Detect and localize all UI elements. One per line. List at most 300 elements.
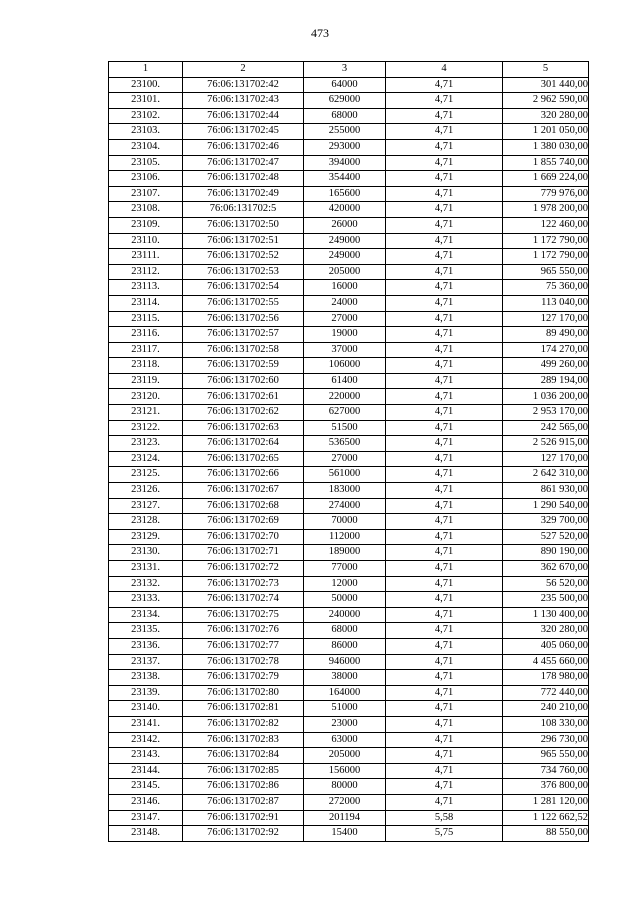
amount-cell: 320 280,00 bbox=[503, 108, 589, 124]
amount-cell: 1 201 050,00 bbox=[503, 124, 589, 140]
area-cell: 205000 bbox=[304, 264, 386, 280]
area-cell: 70000 bbox=[304, 514, 386, 530]
amount-cell: 376 800,00 bbox=[503, 779, 589, 795]
cadastral-number-cell: 76:06:131702:79 bbox=[183, 670, 304, 686]
row-number-cell: 23137. bbox=[109, 654, 183, 670]
rate-cell: 4,71 bbox=[386, 561, 503, 577]
amount-cell: 88 550,00 bbox=[503, 826, 589, 842]
row-number-cell: 23105. bbox=[109, 155, 183, 171]
cadastral-number-cell: 76:06:131702:91 bbox=[183, 810, 304, 826]
table-row bbox=[109, 280, 589, 296]
area-cell: 19000 bbox=[304, 327, 386, 343]
rate-cell: 4,71 bbox=[386, 405, 503, 421]
rate-cell: 4,71 bbox=[386, 451, 503, 467]
rate-cell: 4,71 bbox=[386, 654, 503, 670]
table-row bbox=[109, 373, 589, 389]
row-number-cell: 23140. bbox=[109, 701, 183, 717]
row-number-cell: 23107. bbox=[109, 186, 183, 202]
column-header: 2 bbox=[183, 62, 304, 78]
table-row bbox=[109, 514, 589, 530]
data-table bbox=[108, 61, 589, 842]
rate-cell: 4,71 bbox=[386, 592, 503, 608]
table-row bbox=[109, 763, 589, 779]
cadastral-number-cell: 76:06:131702:84 bbox=[183, 748, 304, 764]
row-number-cell: 23100. bbox=[109, 77, 183, 93]
table-row bbox=[109, 810, 589, 826]
rate-cell: 4,71 bbox=[386, 389, 503, 405]
cadastral-number-cell: 76:06:131702:49 bbox=[183, 186, 304, 202]
table-row bbox=[109, 295, 589, 311]
cadastral-number-cell: 76:06:131702:77 bbox=[183, 638, 304, 654]
rate-cell: 4,71 bbox=[386, 327, 503, 343]
table-row bbox=[109, 592, 589, 608]
amount-cell: 2 962 590,00 bbox=[503, 93, 589, 109]
amount-cell: 2 953 170,00 bbox=[503, 405, 589, 421]
cadastral-number-cell: 76:06:131702:83 bbox=[183, 732, 304, 748]
cadastral-number-cell: 76:06:131702:56 bbox=[183, 311, 304, 327]
cadastral-number-cell: 76:06:131702:42 bbox=[183, 77, 304, 93]
cadastral-number-cell: 76:06:131702:71 bbox=[183, 545, 304, 561]
table-row bbox=[109, 451, 589, 467]
row-number-cell: 23102. bbox=[109, 108, 183, 124]
row-number-cell: 23113. bbox=[109, 280, 183, 296]
amount-cell: 779 976,00 bbox=[503, 186, 589, 202]
cadastral-number-cell: 76:06:131702:57 bbox=[183, 327, 304, 343]
row-number-cell: 23115. bbox=[109, 311, 183, 327]
rate-cell: 4,71 bbox=[386, 732, 503, 748]
amount-cell: 320 280,00 bbox=[503, 623, 589, 639]
row-number-cell: 23126. bbox=[109, 483, 183, 499]
rate-cell: 4,71 bbox=[386, 436, 503, 452]
amount-cell: 75 360,00 bbox=[503, 280, 589, 296]
row-number-cell: 23108. bbox=[109, 202, 183, 218]
table-row bbox=[109, 77, 589, 93]
amount-cell: 1 380 030,00 bbox=[503, 139, 589, 155]
column-header: 5 bbox=[503, 62, 589, 78]
area-cell: 627000 bbox=[304, 405, 386, 421]
row-number-cell: 23136. bbox=[109, 638, 183, 654]
cadastral-number-cell: 76:06:131702:63 bbox=[183, 420, 304, 436]
amount-cell: 772 440,00 bbox=[503, 685, 589, 701]
cadastral-number-cell: 76:06:131702:51 bbox=[183, 233, 304, 249]
area-cell: 536500 bbox=[304, 436, 386, 452]
table-row bbox=[109, 233, 589, 249]
row-number-cell: 23147. bbox=[109, 810, 183, 826]
table-row bbox=[109, 249, 589, 265]
rate-cell: 4,71 bbox=[386, 186, 503, 202]
row-number-cell: 23106. bbox=[109, 171, 183, 187]
table-row bbox=[109, 623, 589, 639]
table-row bbox=[109, 139, 589, 155]
area-cell: 201194 bbox=[304, 810, 386, 826]
amount-cell: 1 978 200,00 bbox=[503, 202, 589, 218]
row-number-cell: 23142. bbox=[109, 732, 183, 748]
area-cell: 68000 bbox=[304, 623, 386, 639]
rate-cell: 4,71 bbox=[386, 295, 503, 311]
area-cell: 77000 bbox=[304, 561, 386, 577]
area-cell: 249000 bbox=[304, 249, 386, 265]
amount-cell: 1 290 540,00 bbox=[503, 498, 589, 514]
amount-cell: 1 036 200,00 bbox=[503, 389, 589, 405]
area-cell: 106000 bbox=[304, 358, 386, 374]
table-body bbox=[109, 77, 589, 841]
table-row bbox=[109, 202, 589, 218]
row-number-cell: 23120. bbox=[109, 389, 183, 405]
rate-cell: 4,71 bbox=[386, 233, 503, 249]
amount-cell: 4 455 660,00 bbox=[503, 654, 589, 670]
row-number-cell: 23114. bbox=[109, 295, 183, 311]
row-number-cell: 23148. bbox=[109, 826, 183, 842]
cadastral-number-cell: 76:06:131702:54 bbox=[183, 280, 304, 296]
rate-cell: 4,71 bbox=[386, 545, 503, 561]
row-number-cell: 23131. bbox=[109, 561, 183, 577]
area-cell: 272000 bbox=[304, 794, 386, 810]
cadastral-number-cell: 76:06:131702:92 bbox=[183, 826, 304, 842]
area-cell: 946000 bbox=[304, 654, 386, 670]
cadastral-number-cell: 76:06:131702:68 bbox=[183, 498, 304, 514]
amount-cell: 1 130 400,00 bbox=[503, 607, 589, 623]
table-row bbox=[109, 732, 589, 748]
table-row bbox=[109, 420, 589, 436]
amount-cell: 127 170,00 bbox=[503, 451, 589, 467]
amount-cell: 527 520,00 bbox=[503, 529, 589, 545]
row-number-cell: 23129. bbox=[109, 529, 183, 545]
area-cell: 183000 bbox=[304, 483, 386, 499]
row-number-cell: 23132. bbox=[109, 576, 183, 592]
table-row bbox=[109, 670, 589, 686]
table-row bbox=[109, 716, 589, 732]
amount-cell: 240 210,00 bbox=[503, 701, 589, 717]
table-row bbox=[109, 171, 589, 187]
cadastral-number-cell: 76:06:131702:75 bbox=[183, 607, 304, 623]
area-cell: 51000 bbox=[304, 701, 386, 717]
row-number-cell: 23143. bbox=[109, 748, 183, 764]
cadastral-number-cell: 76:06:131702:74 bbox=[183, 592, 304, 608]
area-cell: 561000 bbox=[304, 467, 386, 483]
area-cell: 220000 bbox=[304, 389, 386, 405]
cadastral-number-cell: 76:06:131702:69 bbox=[183, 514, 304, 530]
rate-cell: 4,71 bbox=[386, 249, 503, 265]
area-cell: 24000 bbox=[304, 295, 386, 311]
row-number-cell: 23146. bbox=[109, 794, 183, 810]
rate-cell: 4,71 bbox=[386, 217, 503, 233]
rate-cell: 4,71 bbox=[386, 498, 503, 514]
row-number-cell: 23112. bbox=[109, 264, 183, 280]
cadastral-number-cell: 76:06:131702:76 bbox=[183, 623, 304, 639]
rate-cell: 4,71 bbox=[386, 514, 503, 530]
rate-cell: 5,75 bbox=[386, 826, 503, 842]
rate-cell: 4,71 bbox=[386, 280, 503, 296]
cadastral-number-cell: 76:06:131702:61 bbox=[183, 389, 304, 405]
table-row bbox=[109, 576, 589, 592]
cadastral-number-cell: 76:06:131702:80 bbox=[183, 685, 304, 701]
area-cell: 112000 bbox=[304, 529, 386, 545]
cadastral-number-cell: 76:06:131702:60 bbox=[183, 373, 304, 389]
rate-cell: 4,71 bbox=[386, 342, 503, 358]
row-number-cell: 23124. bbox=[109, 451, 183, 467]
rate-cell: 4,71 bbox=[386, 716, 503, 732]
column-header: 1 bbox=[109, 62, 183, 78]
table-row bbox=[109, 483, 589, 499]
rate-cell: 4,71 bbox=[386, 794, 503, 810]
rate-cell: 4,71 bbox=[386, 685, 503, 701]
rate-cell: 4,71 bbox=[386, 779, 503, 795]
cadastral-number-cell: 76:06:131702:67 bbox=[183, 483, 304, 499]
table-row bbox=[109, 748, 589, 764]
row-number-cell: 23101. bbox=[109, 93, 183, 109]
rate-cell: 4,71 bbox=[386, 124, 503, 140]
row-number-cell: 23117. bbox=[109, 342, 183, 358]
area-cell: 629000 bbox=[304, 93, 386, 109]
table-row bbox=[109, 405, 589, 421]
rate-cell: 4,71 bbox=[386, 483, 503, 499]
rate-cell: 4,71 bbox=[386, 607, 503, 623]
area-cell: 12000 bbox=[304, 576, 386, 592]
rate-cell: 4,71 bbox=[386, 638, 503, 654]
cadastral-number-cell: 76:06:131702:87 bbox=[183, 794, 304, 810]
amount-cell: 890 190,00 bbox=[503, 545, 589, 561]
row-number-cell: 23116. bbox=[109, 327, 183, 343]
table-row bbox=[109, 638, 589, 654]
table-row bbox=[109, 311, 589, 327]
cadastral-number-cell: 76:06:131702:73 bbox=[183, 576, 304, 592]
table-row bbox=[109, 545, 589, 561]
area-cell: 26000 bbox=[304, 217, 386, 233]
amount-cell: 127 170,00 bbox=[503, 311, 589, 327]
cadastral-number-cell: 76:06:131702:62 bbox=[183, 405, 304, 421]
table-row bbox=[109, 654, 589, 670]
area-cell: 68000 bbox=[304, 108, 386, 124]
row-number-cell: 23130. bbox=[109, 545, 183, 561]
cadastral-number-cell: 76:06:131702:44 bbox=[183, 108, 304, 124]
area-cell: 38000 bbox=[304, 670, 386, 686]
cadastral-number-cell: 76:06:131702:53 bbox=[183, 264, 304, 280]
cadastral-number-cell: 76:06:131702:59 bbox=[183, 358, 304, 374]
page-number: 473 bbox=[311, 26, 329, 40]
table-row bbox=[109, 108, 589, 124]
amount-cell: 1 669 224,00 bbox=[503, 171, 589, 187]
table-row bbox=[109, 93, 589, 109]
table-row bbox=[109, 358, 589, 374]
amount-cell: 122 460,00 bbox=[503, 217, 589, 233]
row-number-cell: 23110. bbox=[109, 233, 183, 249]
rate-cell: 4,71 bbox=[386, 373, 503, 389]
rate-cell: 4,71 bbox=[386, 93, 503, 109]
area-cell: 37000 bbox=[304, 342, 386, 358]
row-number-cell: 23128. bbox=[109, 514, 183, 530]
area-cell: 394000 bbox=[304, 155, 386, 171]
amount-cell: 174 270,00 bbox=[503, 342, 589, 358]
amount-cell: 329 700,00 bbox=[503, 514, 589, 530]
cadastral-number-cell: 76:06:131702:85 bbox=[183, 763, 304, 779]
rate-cell: 4,71 bbox=[386, 264, 503, 280]
cadastral-number-cell: 76:06:131702:72 bbox=[183, 561, 304, 577]
area-cell: 86000 bbox=[304, 638, 386, 654]
table-row bbox=[109, 264, 589, 280]
rate-cell: 4,71 bbox=[386, 311, 503, 327]
table-row bbox=[109, 217, 589, 233]
area-cell: 249000 bbox=[304, 233, 386, 249]
amount-cell: 178 980,00 bbox=[503, 670, 589, 686]
row-number-cell: 23127. bbox=[109, 498, 183, 514]
area-cell: 15400 bbox=[304, 826, 386, 842]
rate-cell: 4,71 bbox=[386, 763, 503, 779]
area-cell: 240000 bbox=[304, 607, 386, 623]
rate-cell: 4,71 bbox=[386, 670, 503, 686]
amount-cell: 1 172 790,00 bbox=[503, 233, 589, 249]
cadastral-number-cell: 76:06:131702:48 bbox=[183, 171, 304, 187]
area-cell: 80000 bbox=[304, 779, 386, 795]
area-cell: 27000 bbox=[304, 451, 386, 467]
rate-cell: 4,71 bbox=[386, 701, 503, 717]
amount-cell: 2 642 310,00 bbox=[503, 467, 589, 483]
area-cell: 61400 bbox=[304, 373, 386, 389]
cadastral-number-cell: 76:06:131702:52 bbox=[183, 249, 304, 265]
rate-cell: 4,71 bbox=[386, 171, 503, 187]
area-cell: 64000 bbox=[304, 77, 386, 93]
cadastral-number-cell: 76:06:131702:81 bbox=[183, 701, 304, 717]
table-row bbox=[109, 779, 589, 795]
cadastral-number-cell: 76:06:131702:5 bbox=[183, 202, 304, 218]
area-cell: 156000 bbox=[304, 763, 386, 779]
amount-cell: 235 500,00 bbox=[503, 592, 589, 608]
amount-cell: 289 194,00 bbox=[503, 373, 589, 389]
table-row bbox=[109, 701, 589, 717]
amount-cell: 405 060,00 bbox=[503, 638, 589, 654]
rate-cell: 4,71 bbox=[386, 529, 503, 545]
area-cell: 255000 bbox=[304, 124, 386, 140]
cadastral-number-cell: 76:06:131702:47 bbox=[183, 155, 304, 171]
amount-cell: 296 730,00 bbox=[503, 732, 589, 748]
table-row bbox=[109, 826, 589, 842]
cadastral-number-cell: 76:06:131702:45 bbox=[183, 124, 304, 140]
table-row bbox=[109, 155, 589, 171]
table-row bbox=[109, 186, 589, 202]
amount-cell: 362 670,00 bbox=[503, 561, 589, 577]
rate-cell: 4,71 bbox=[386, 576, 503, 592]
row-number-cell: 23121. bbox=[109, 405, 183, 421]
amount-cell: 56 520,00 bbox=[503, 576, 589, 592]
area-cell: 354400 bbox=[304, 171, 386, 187]
rate-cell: 4,71 bbox=[386, 420, 503, 436]
amount-cell: 113 040,00 bbox=[503, 295, 589, 311]
amount-cell: 965 550,00 bbox=[503, 748, 589, 764]
amount-cell: 89 490,00 bbox=[503, 327, 589, 343]
amount-cell: 1 281 120,00 bbox=[503, 794, 589, 810]
area-cell: 164000 bbox=[304, 685, 386, 701]
table-row bbox=[109, 389, 589, 405]
amount-cell: 861 930,00 bbox=[503, 483, 589, 499]
area-cell: 205000 bbox=[304, 748, 386, 764]
area-cell: 274000 bbox=[304, 498, 386, 514]
cadastral-number-cell: 76:06:131702:58 bbox=[183, 342, 304, 358]
row-number-cell: 23135. bbox=[109, 623, 183, 639]
table-row bbox=[109, 561, 589, 577]
table-row bbox=[109, 342, 589, 358]
cadastral-number-cell: 76:06:131702:65 bbox=[183, 451, 304, 467]
row-number-cell: 23141. bbox=[109, 716, 183, 732]
amount-cell: 301 440,00 bbox=[503, 77, 589, 93]
amount-cell: 734 760,00 bbox=[503, 763, 589, 779]
area-cell: 420000 bbox=[304, 202, 386, 218]
area-cell: 165600 bbox=[304, 186, 386, 202]
column-header: 4 bbox=[386, 62, 503, 78]
table-row bbox=[109, 327, 589, 343]
row-number-cell: 23138. bbox=[109, 670, 183, 686]
rate-cell: 4,71 bbox=[386, 77, 503, 93]
cadastral-number-cell: 76:06:131702:55 bbox=[183, 295, 304, 311]
cadastral-number-cell: 76:06:131702:82 bbox=[183, 716, 304, 732]
row-number-cell: 23109. bbox=[109, 217, 183, 233]
row-number-cell: 23119. bbox=[109, 373, 183, 389]
cadastral-number-cell: 76:06:131702:78 bbox=[183, 654, 304, 670]
cadastral-number-cell: 76:06:131702:43 bbox=[183, 93, 304, 109]
cadastral-number-cell: 76:06:131702:64 bbox=[183, 436, 304, 452]
row-number-cell: 23134. bbox=[109, 607, 183, 623]
row-number-cell: 23104. bbox=[109, 139, 183, 155]
row-number-cell: 23145. bbox=[109, 779, 183, 795]
area-cell: 189000 bbox=[304, 545, 386, 561]
table-row bbox=[109, 607, 589, 623]
row-number-cell: 23125. bbox=[109, 467, 183, 483]
area-cell: 16000 bbox=[304, 280, 386, 296]
table-row bbox=[109, 436, 589, 452]
row-number-cell: 23122. bbox=[109, 420, 183, 436]
amount-cell: 242 565,00 bbox=[503, 420, 589, 436]
column-header: 3 bbox=[304, 62, 386, 78]
cadastral-number-cell: 76:06:131702:70 bbox=[183, 529, 304, 545]
area-cell: 63000 bbox=[304, 732, 386, 748]
area-cell: 27000 bbox=[304, 311, 386, 327]
area-cell: 293000 bbox=[304, 139, 386, 155]
rate-cell: 4,71 bbox=[386, 139, 503, 155]
amount-cell: 1 122 662,52 bbox=[503, 810, 589, 826]
row-number-cell: 23139. bbox=[109, 685, 183, 701]
cadastral-number-cell: 76:06:131702:66 bbox=[183, 467, 304, 483]
row-number-cell: 23111. bbox=[109, 249, 183, 265]
amount-cell: 2 526 915,00 bbox=[503, 436, 589, 452]
amount-cell: 1 172 790,00 bbox=[503, 249, 589, 265]
row-number-cell: 23144. bbox=[109, 763, 183, 779]
amount-cell: 1 855 740,00 bbox=[503, 155, 589, 171]
row-number-cell: 23133. bbox=[109, 592, 183, 608]
amount-cell: 108 330,00 bbox=[503, 716, 589, 732]
area-cell: 23000 bbox=[304, 716, 386, 732]
table-row bbox=[109, 529, 589, 545]
rate-cell: 4,71 bbox=[386, 155, 503, 171]
rate-cell: 4,71 bbox=[386, 623, 503, 639]
cadastral-number-cell: 76:06:131702:86 bbox=[183, 779, 304, 795]
rate-cell: 4,71 bbox=[386, 202, 503, 218]
table-row bbox=[109, 498, 589, 514]
row-number-cell: 23123. bbox=[109, 436, 183, 452]
area-cell: 51500 bbox=[304, 420, 386, 436]
cadastral-number-cell: 76:06:131702:46 bbox=[183, 139, 304, 155]
rate-cell: 5,58 bbox=[386, 810, 503, 826]
table-row bbox=[109, 685, 589, 701]
table-row bbox=[109, 467, 589, 483]
rate-cell: 4,71 bbox=[386, 748, 503, 764]
cadastral-number-cell: 76:06:131702:50 bbox=[183, 217, 304, 233]
header-row bbox=[109, 62, 589, 78]
table-row bbox=[109, 794, 589, 810]
row-number-cell: 23103. bbox=[109, 124, 183, 140]
rate-cell: 4,71 bbox=[386, 108, 503, 124]
rate-cell: 4,71 bbox=[386, 467, 503, 483]
area-cell: 50000 bbox=[304, 592, 386, 608]
amount-cell: 965 550,00 bbox=[503, 264, 589, 280]
table-row bbox=[109, 124, 589, 140]
